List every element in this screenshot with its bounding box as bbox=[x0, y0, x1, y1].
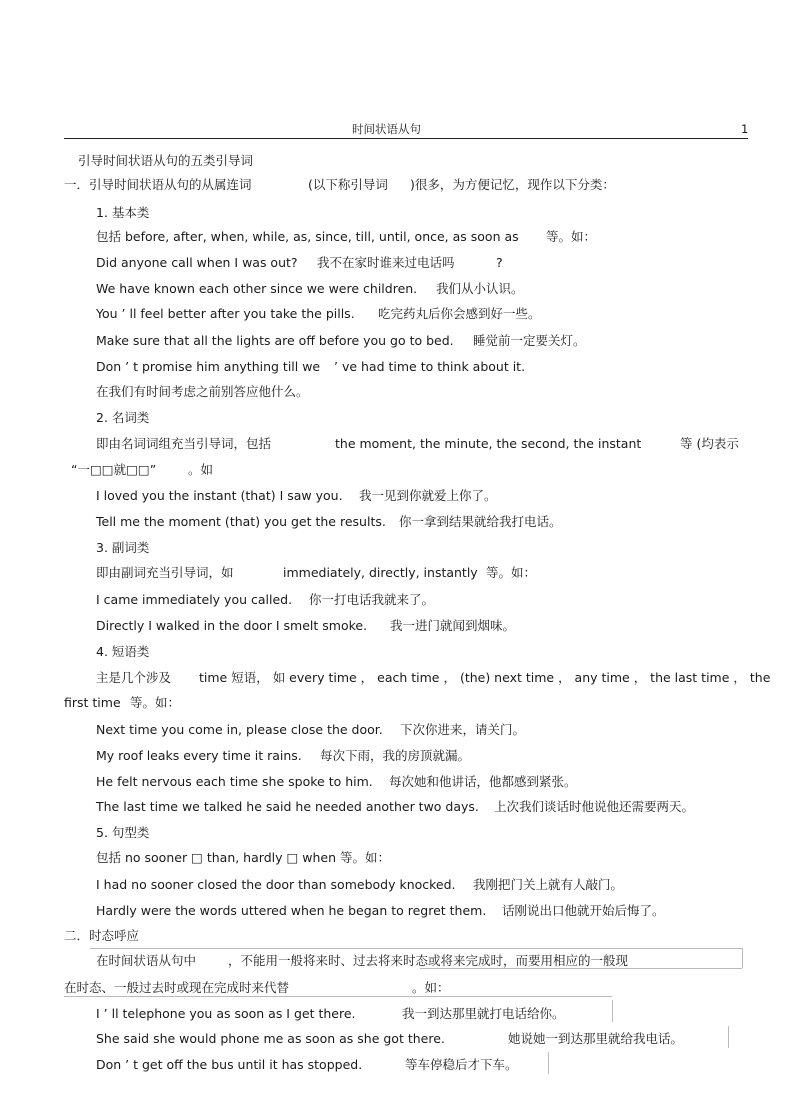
noun-meaning: “一□□就□□” bbox=[71, 462, 157, 477]
tense-rule: 在时态、一般过去时或现在完成时来代替 bbox=[64, 980, 290, 995]
example-zh: 每次她和他讲话，他都感到紧张。 bbox=[389, 774, 577, 789]
section-one-heading: 一．引导时间状语从句的从属连词 bbox=[64, 177, 252, 192]
text-box-rule bbox=[548, 1052, 549, 1074]
example-zh: 吃完药丸后你会感到好一些。 bbox=[378, 306, 541, 321]
example-zh: 话刚说出口他就开始后悔了。 bbox=[502, 903, 665, 918]
example-zh: 我一进门就闻到烟味。 bbox=[390, 618, 516, 633]
doc-heading: 引导时间状语从句的五类引导词 bbox=[78, 153, 254, 168]
text-box-rule bbox=[728, 1026, 729, 1048]
text-box-rule bbox=[64, 996, 612, 997]
page-number: 1 bbox=[741, 122, 749, 136]
subheading-pattern: 5. 句型类 bbox=[96, 825, 150, 840]
adverb-list: immediately, directly, instantly bbox=[283, 565, 478, 580]
example-zh: 上次我们谈话时他说他还需要两天。 bbox=[494, 799, 695, 814]
example-en: Did anyone call when I was out? bbox=[96, 255, 298, 270]
example-en: Don ’ t promise him anything till we bbox=[96, 359, 321, 374]
adverb-list-end: 等。如： bbox=[486, 565, 537, 580]
example-en: ’ ve had time to think about it. bbox=[334, 359, 526, 374]
example-zh: 每次下雨，我的房顶就漏。 bbox=[320, 748, 471, 763]
example-en: Hardly were the words uttered when he began to regret them. bbox=[96, 903, 487, 918]
noun-list: the moment, the minute, the second, the instant bbox=[335, 436, 642, 451]
example-zh: 我不在家时谁来过电话吗 bbox=[317, 255, 455, 270]
subheading-phrase: 4. 短语类 bbox=[96, 644, 150, 659]
noun-desc: 即由名词词组充当引导词，包括 bbox=[96, 436, 272, 451]
basic-list-end: 等。如： bbox=[546, 229, 597, 244]
example-en: You ’ ll feel better after you take the pills. bbox=[96, 306, 355, 321]
example-zh: 下次你进来，请关门。 bbox=[400, 722, 526, 737]
example-en: My roof leaks every time it rains. bbox=[96, 748, 302, 763]
text-box-rule bbox=[742, 948, 743, 968]
example-zh: 我一到达那里就打电话给你。 bbox=[402, 1006, 565, 1021]
subheading-noun: 2. 名词类 bbox=[96, 410, 150, 425]
example-en: I ’ ll telephone you as soon as I get there. bbox=[96, 1006, 356, 1021]
tense-rule-end: 。如： bbox=[412, 980, 450, 995]
example-en: I came immediately you called. bbox=[96, 592, 293, 607]
phrase-list: time 短语， 如 every time ， each time ， (the) next time ， any time ， the last time ， the bbox=[199, 670, 771, 685]
subheading-basic: 1. 基本类 bbox=[96, 205, 150, 220]
section-one-text: )很多，为方便记忆，现作以下分类： bbox=[410, 177, 615, 192]
example-en: Tell me the moment (that) you get the results. bbox=[96, 514, 386, 529]
example-en: I had no sooner closed the door than somebody knocked. bbox=[96, 877, 456, 892]
example-zh: 她说她一到达那里就给我电话。 bbox=[508, 1031, 684, 1046]
phrase-list-cont: first time bbox=[64, 695, 121, 710]
header-title: 时间状语从句 bbox=[352, 122, 421, 136]
example-zh: 我们从小认识。 bbox=[436, 281, 524, 296]
example-en: The last time we talked he said he needed another two days. bbox=[96, 799, 479, 814]
section-two-heading: 二．时态呼应 bbox=[64, 928, 140, 943]
example-en: She said she would phone me as soon as she got there. bbox=[96, 1031, 445, 1046]
example-en: Next time you come in, please close the door. bbox=[96, 722, 383, 737]
example-en: He felt nervous each time she spoke to him. bbox=[96, 774, 373, 789]
text-box-rule bbox=[90, 948, 742, 949]
pattern-list: 包括 no sooner □ than, hardly □ when 等。如： bbox=[96, 850, 390, 865]
example-zh: 在我们有时间考虑之前别答应他什么。 bbox=[96, 384, 309, 399]
basic-list: 包括 before, after, when, while, as, since, till, until, once, as soon as bbox=[96, 229, 519, 244]
subheading-adverb: 3. 副词类 bbox=[96, 540, 150, 555]
phrase-list-end: 等。如： bbox=[130, 695, 181, 710]
tense-rule: 在时间状语从句中 bbox=[96, 953, 197, 968]
example-zh: 你一打电话我就来了。 bbox=[309, 592, 435, 607]
example-en: We have known each other since we were children. bbox=[96, 281, 418, 296]
example-zh: 睡觉前一定要关灯。 bbox=[473, 333, 586, 348]
header-rule bbox=[64, 138, 748, 139]
example-zh: 等车停稳后才下车。 bbox=[405, 1057, 518, 1072]
section-one-note: (以下称引导词 bbox=[308, 177, 388, 192]
example-zh: 我刚把门关上就有人敲门。 bbox=[473, 877, 624, 892]
text-box-rule bbox=[612, 1000, 613, 1022]
example-en: I loved you the instant (that) I saw you. bbox=[96, 488, 343, 503]
tense-rule: ，不能用一般将来时、过去将来时态或将来完成时，而要用相应的一般现 bbox=[228, 953, 629, 968]
example-en: Directly I walked in the door I smelt smoke. bbox=[96, 618, 368, 633]
example-zh: 我一见到你就爱上你了。 bbox=[359, 488, 497, 503]
adverb-desc: 即由副词充当引导词，如 bbox=[96, 565, 234, 580]
example-en: Make sure that all the lights are off before you go to bed. bbox=[96, 333, 454, 348]
noun-meaning-end: 。如 bbox=[188, 462, 214, 477]
phrase-desc: 主是几个涉及 bbox=[96, 670, 172, 685]
example-zh: ? bbox=[496, 255, 503, 270]
example-zh: 你一拿到结果就给我打电话。 bbox=[399, 514, 562, 529]
noun-list-end: 等 (均表示 bbox=[680, 436, 739, 451]
example-en: Don ’ t get off the bus until it has stopped. bbox=[96, 1057, 363, 1072]
